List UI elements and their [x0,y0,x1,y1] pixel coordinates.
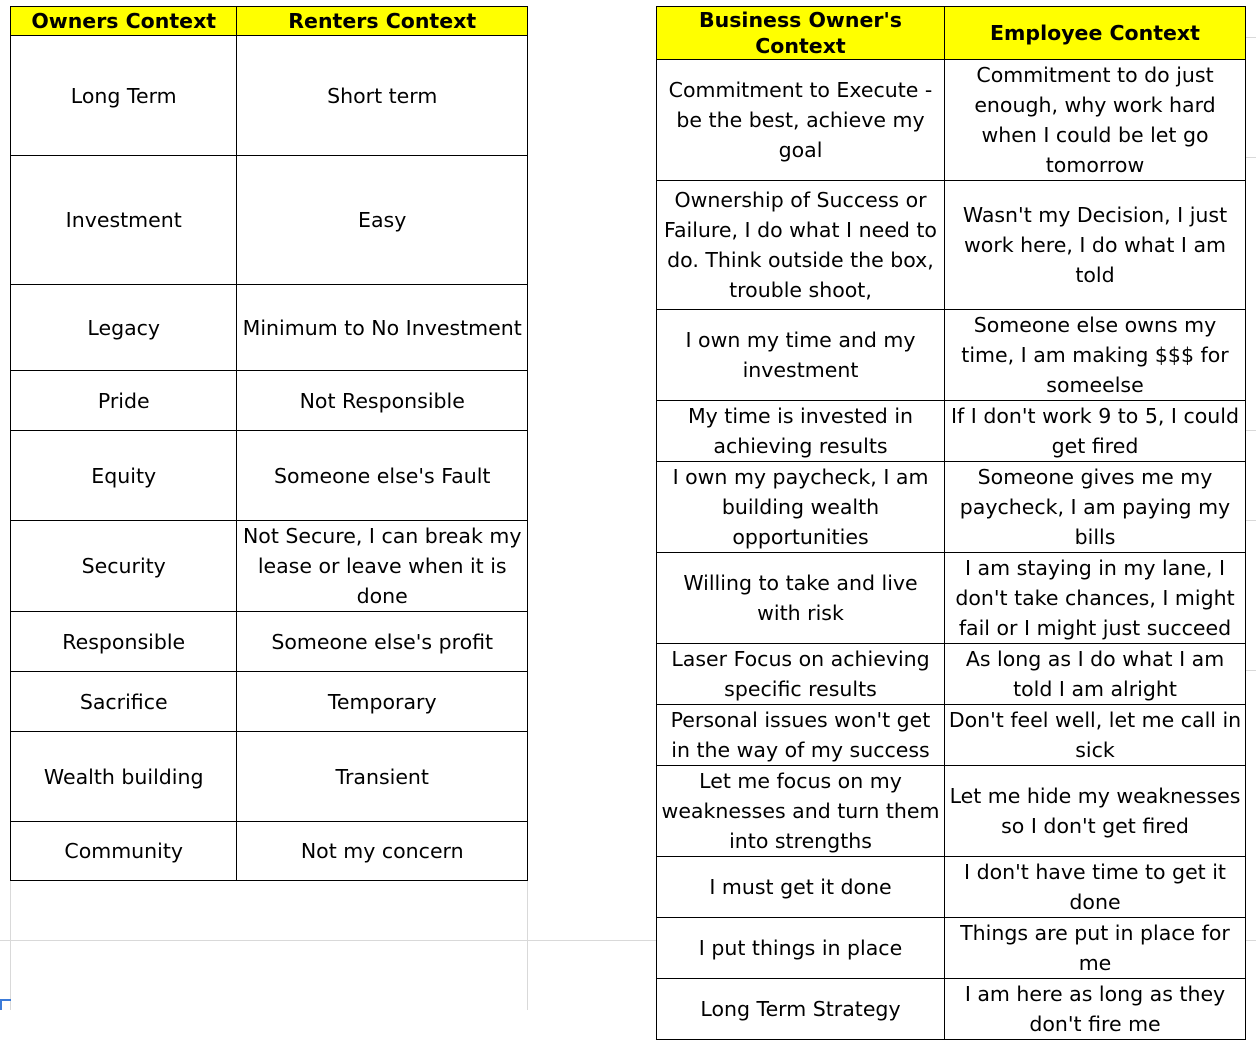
renters-context-header[interactable]: Renters Context [237,7,528,36]
table-row [11,156,528,285]
business-owner-cell[interactable]: Commitment to Execute - be the best, achieve my goal [657,60,945,181]
renters-cell[interactable]: Easy [237,156,528,285]
business-employee-table [656,6,1246,1040]
owners-renters-table [10,6,528,881]
gridline [527,880,528,1010]
table-row [657,462,1246,553]
gridline [1246,670,1256,671]
business-owner-cell[interactable]: Ownership of Success or Failure, I do what I need to do. Think outside the box, trouble shoot, [657,181,945,310]
table-row [11,732,528,822]
table-row [657,705,1246,766]
gridline [10,880,11,1010]
employee-cell[interactable]: Someone gives me my paycheck, I am paying my bills [945,462,1246,553]
employee-cell[interactable]: Wasn't my Decision, I just work here, I do what I am told [945,181,1246,310]
table-row [11,36,528,156]
employee-cell[interactable]: I don't have time to get it done [945,857,1246,918]
table-row [657,644,1246,705]
employee-cell[interactable]: Commitment to do just enough, why work hard when I could be let go tomorrow [945,60,1246,181]
business-owner-cell[interactable]: Personal issues won't get in the way of my success [657,705,945,766]
employee-cell[interactable]: Let me hide my weaknesses so I don't get fired [945,766,1246,857]
employee-cell[interactable]: Don't feel well, let me call in sick [945,705,1246,766]
gridline [0,940,656,941]
table-row [11,285,528,371]
owners-cell[interactable]: Long Term [11,36,237,156]
business-owner-cell[interactable]: My time is invested in achieving results [657,401,945,462]
owners-cell[interactable]: Responsible [11,612,237,672]
renters-cell[interactable]: Minimum to No Investment [237,285,528,371]
table-row [657,979,1246,1040]
header-row [11,7,528,36]
header-row [657,7,1246,60]
owners-cell[interactable]: Legacy [11,285,237,371]
business-owner-cell[interactable]: Willing to take and live with risk [657,553,945,644]
business-owner-cell[interactable]: I own my paycheck, I am building wealth opportunities [657,462,945,553]
owners-cell[interactable]: Equity [11,431,237,521]
renters-cell[interactable]: Short term [237,36,528,156]
employee-cell[interactable]: If I don't work 9 to 5, I could get fired [945,401,1246,462]
renters-cell[interactable]: Someone else's Fault [237,431,528,521]
table-row [11,431,528,521]
gridline [1246,520,1256,521]
employee-cell[interactable]: I am staying in my lane, I don't take chances, I might fail or I might just succeed [945,553,1246,644]
business-owner-cell[interactable]: I put things in place [657,918,945,979]
employee-cell[interactable]: As long as I do what I am told I am alright [945,644,1246,705]
gridline [1246,430,1256,431]
renters-cell[interactable]: Not my concern [237,822,528,881]
table-row [11,672,528,732]
owners-cell[interactable]: Wealth building [11,732,237,822]
owners-cell[interactable]: Investment [11,156,237,285]
selection-corner-marker [0,999,11,1010]
table-row [657,60,1246,181]
business-owner-cell[interactable]: Laser Focus on achieving specific results [657,644,945,705]
renters-cell[interactable]: Someone else's profit [237,612,528,672]
renters-cell[interactable]: Transient [237,732,528,822]
table-row [657,181,1246,310]
table-row [657,766,1246,857]
renters-cell[interactable]: Not Secure, I can break my lease or leave when it is done [237,521,528,612]
employee-cell[interactable]: I am here as long as they don't fire me [945,979,1246,1040]
business-owner-cell[interactable]: Let me focus on my weaknesses and turn them into strengths [657,766,945,857]
owners-cell[interactable]: Sacrifice [11,672,237,732]
table-row [11,371,528,431]
business-owner-cell[interactable]: I must get it done [657,857,945,918]
business-owner-context-header[interactable]: Business Owner's Context [657,7,945,60]
business-owner-cell[interactable]: I own my time and my investment [657,310,945,401]
table-row [11,612,528,672]
employee-cell[interactable]: Someone else owns my time, I am making $$$ for someelse [945,310,1246,401]
gridline [1246,940,1256,941]
table-row [11,521,528,612]
gridline [1246,37,1256,38]
table-row [657,918,1246,979]
employee-context-header[interactable]: Employee Context [945,7,1246,60]
table-row [11,822,528,881]
business-owner-cell[interactable]: Long Term Strategy [657,979,945,1040]
table-row [657,401,1246,462]
renters-cell[interactable]: Temporary [237,672,528,732]
table-row [657,310,1246,401]
owners-cell[interactable]: Community [11,822,237,881]
owners-context-header[interactable]: Owners Context [11,7,237,36]
owners-cell[interactable]: Security [11,521,237,612]
renters-cell[interactable]: Not Responsible [237,371,528,431]
table-row [657,857,1246,918]
gridline [1246,157,1256,158]
table-row [657,553,1246,644]
employee-cell[interactable]: Things are put in place for me [945,918,1246,979]
owners-cell[interactable]: Pride [11,371,237,431]
